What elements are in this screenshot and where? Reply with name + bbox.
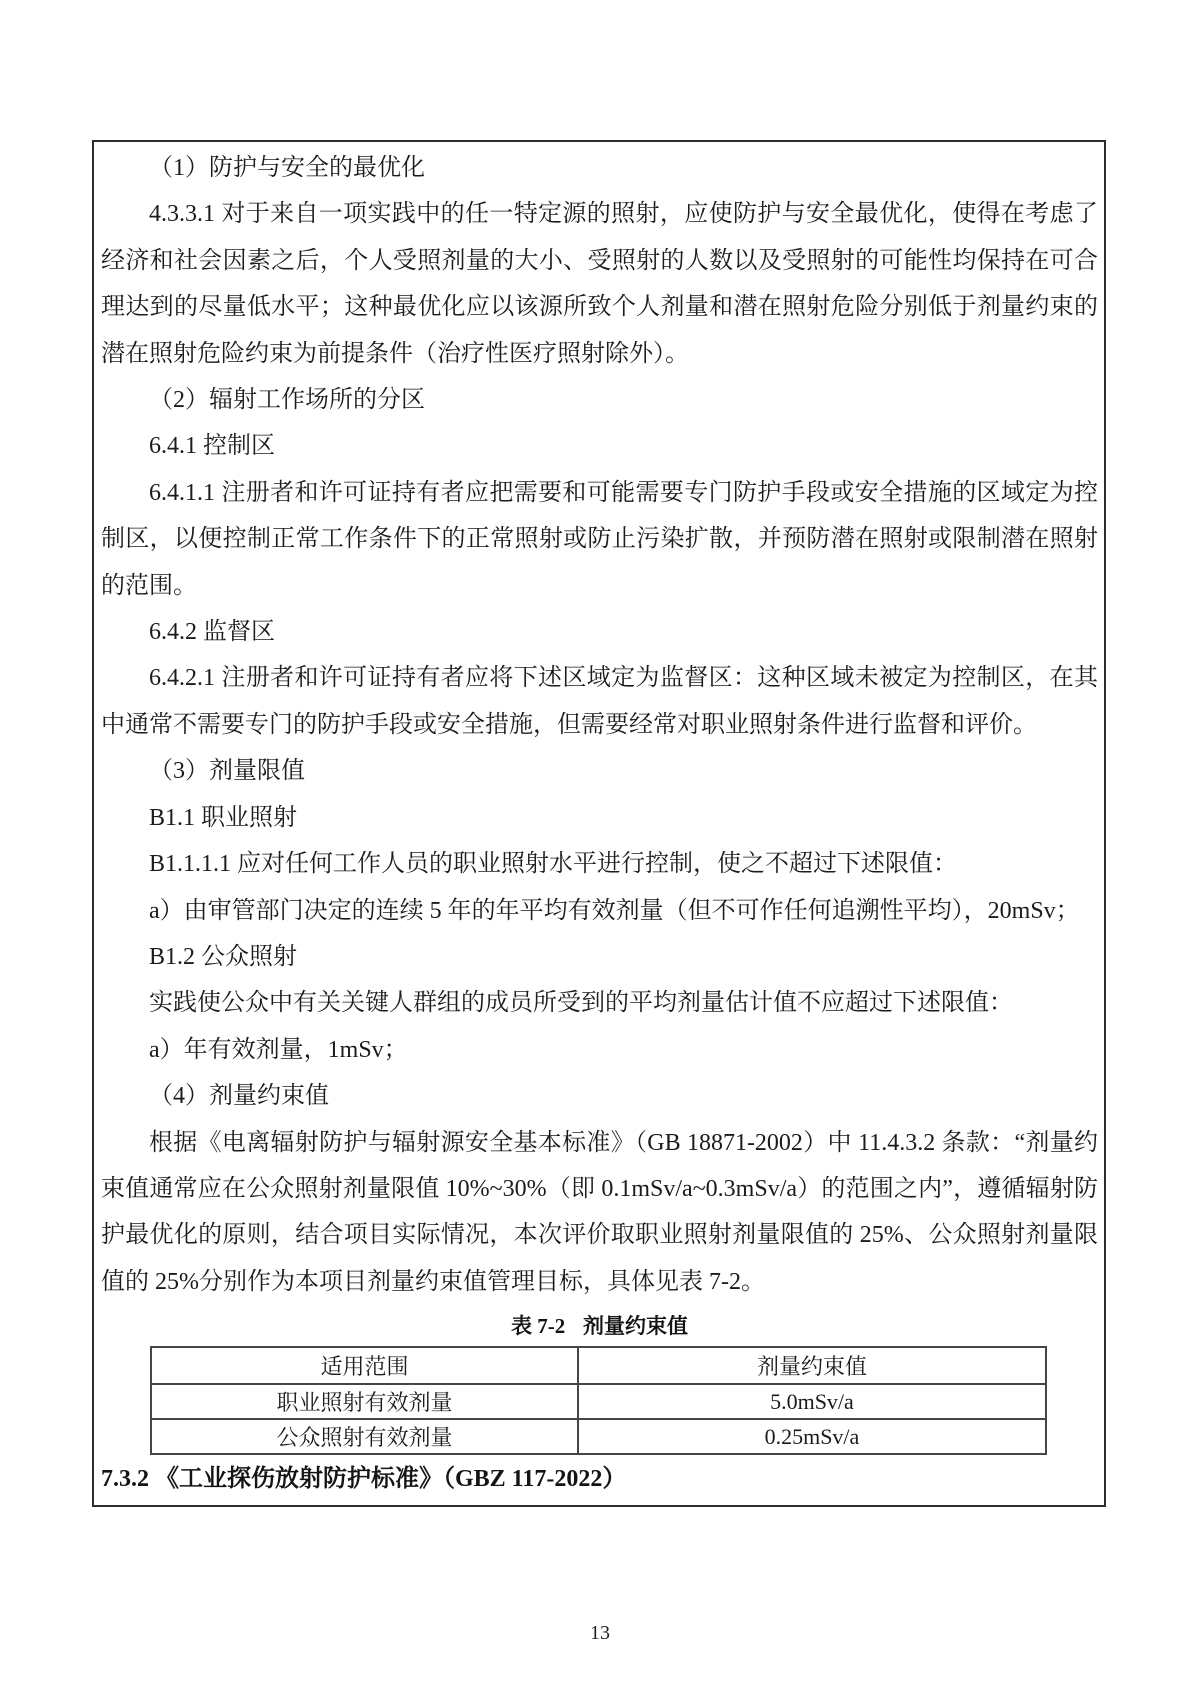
paragraph: 6.4.1.1 注册者和许可证持有者应把需要和可能需要专门防护手段或安全措施的区域定为控制区，以便控制正常工作条件下的正常照射或防止污染扩散，并预防潜在照射或限制潜在照射的范围。 <box>101 479 1098 599</box>
paragraph: 6.4.2.1 注册者和许可证持有者应将下述区域定为监督区：这种区域未被定为控制区，在其中通常不需要专门的防护手段或安全措施，但需要经常对职业照射条件进行监督和评价。 <box>101 665 1098 738</box>
table-cell-scope: 职业照射有效剂量 <box>151 1384 578 1419</box>
table-cell-value: 0.25mSv/a <box>578 1419 1046 1454</box>
body-text <box>101 145 1098 1305</box>
paragraph: a）由审管部门决定的连续 5 年的年平均有效剂量（但不可作任何追溯性平均），20mSv； <box>149 897 1080 924</box>
paragraph: （1）防护与安全的最优化 <box>149 155 425 181</box>
table-header-row <box>151 1347 1046 1384</box>
table-caption-title: 剂量约束值 <box>583 1314 689 1339</box>
table-row <box>151 1384 1046 1419</box>
paragraph: 根据《电离辐射防护与辐射源安全基本标准》（GB 18871-2002）中 11.4.3.2 条款：“剂量约束值通常应在公众照射剂量限值 10%~30%（即 0.1mSv/a~0.3mSv/a）的范围之内”，遵循辐射防护最优化的原则，结合项目实际情况，本次评价取职业照射剂量限值的 25%、公众照射剂量限值的 25%分别作为本项目剂量约束值管理目标，具体见表 7-2。 <box>101 1129 1098 1295</box>
paragraph: B1.1 职业照射 <box>149 804 298 831</box>
table-row <box>151 1419 1046 1454</box>
table-caption-label: 表 7-2 <box>510 1314 566 1339</box>
paragraph: 4.3.3.1 对于来自一项实践中的任一特定源的照射，应使防护与安全最优化，使得在考虑了经济和社会因素之后，个人受照剂量的大小、受照射的人数以及受照射的可能性均保持在可合理达到的尽量低水平；这种最优化应以该源所致个人剂量和潜在照射危险分别低于剂量约束的潜在照射危险约束为前提条件（治疗性医疗照射除外）。 <box>101 201 1098 367</box>
paragraph: （2）辐射工作场所的分区 <box>149 387 425 414</box>
content-box <box>92 140 1106 1507</box>
dose-constraint-table <box>150 1346 1047 1455</box>
paragraph: B1.2 公众照射 <box>149 943 298 970</box>
table-caption <box>101 1306 1098 1346</box>
paragraph: 6.4.2 监督区 <box>149 619 275 646</box>
table-cell-scope: 公众照射有效剂量 <box>151 1419 578 1454</box>
table-cell-value: 5.0mSv/a <box>578 1384 1046 1419</box>
column-header-scope: 适用范围 <box>151 1347 578 1384</box>
paragraph: 6.4.1 控制区 <box>149 433 275 460</box>
paragraph: a）年有效剂量，1mSv； <box>149 1036 408 1063</box>
paragraph: B1.1.1.1 应对任何工作人员的职业照射水平进行控制，使之不超过下述限值： <box>149 851 958 878</box>
section-heading: 7.3.2 《工业探伤放射防护标准》（GBZ 117-2022） <box>101 1466 627 1493</box>
paragraph: （3）剂量限值 <box>149 758 305 785</box>
page-number: 13 <box>590 1622 610 1644</box>
column-header-constraint: 剂量约束值 <box>578 1347 1046 1384</box>
paragraph: （4）剂量约束值 <box>149 1083 329 1110</box>
paragraph: 实践使公众中有关关键人群组的成员所受到的平均剂量估计值不应超过下述限值： <box>149 990 1013 1017</box>
